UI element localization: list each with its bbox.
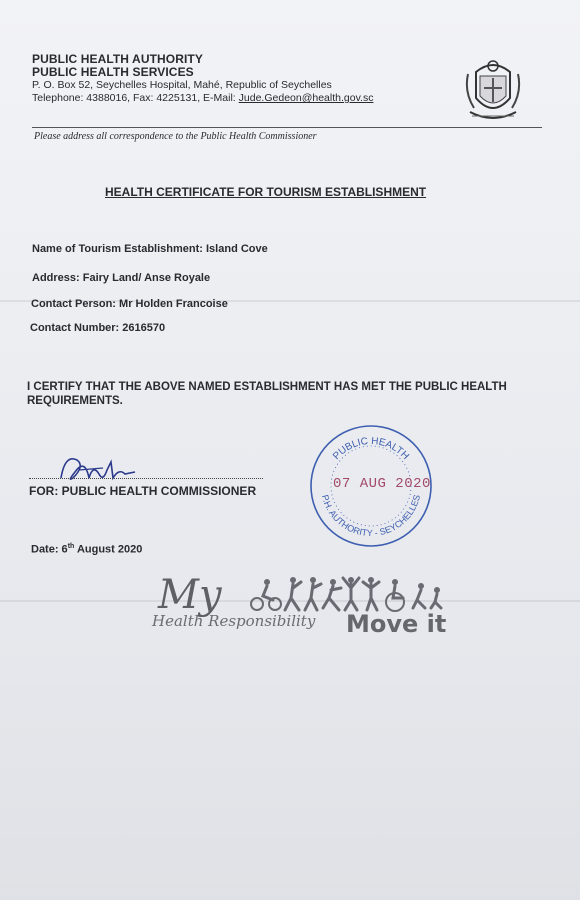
date-month-year: August 2020: [74, 543, 143, 556]
contact-numbers: Telephone: 4388016, Fax: 4225131, E-Mail:: [32, 92, 239, 104]
issue-date: [31, 543, 142, 556]
field-contact-person: [31, 298, 228, 310]
handwritten-signature: [55, 448, 145, 488]
correspondence-note: Please address all correspondence to the Public Health Commissioner: [34, 131, 317, 142]
field-value: Island Cove: [206, 243, 268, 255]
org-contact: [32, 92, 373, 105]
field-contact-number: [30, 322, 165, 334]
coat-of-arms-icon: [462, 52, 524, 126]
field-value: 2616570: [122, 322, 166, 334]
campaign-logo: [150, 572, 450, 650]
field-label: Address:: [32, 272, 80, 284]
signature-line: [29, 478, 263, 479]
active-people-icon: [245, 574, 445, 614]
stamp-top-text: PUBLIC HEALTH: [331, 435, 411, 463]
date-day: Date: 6: [31, 543, 68, 556]
date-ordinal: th: [67, 543, 75, 550]
stamp-bottom-text: P.H. AUTHORITY - SEYCHELLES: [319, 493, 423, 539]
org-address: P. O. Box 52, Seychelles Hospital, Mahé, Republic of Seychelles: [32, 79, 332, 91]
signatory-title: FOR: PUBLIC HEALTH COMMISSIONER: [29, 484, 257, 498]
stamp-date: 07 AUG 2020: [333, 476, 431, 492]
field-label: Contact Number:: [30, 322, 120, 334]
logo-my: My: [158, 572, 222, 618]
org-name: PUBLIC HEALTH AUTHORITY: [32, 52, 203, 66]
org-department: PUBLIC HEALTH SERVICES: [32, 65, 194, 79]
field-label: Contact Person:: [31, 298, 116, 310]
field-establishment-name: [32, 243, 268, 255]
certification-statement: I CERTIFY THAT THE ABOVE NAMED ESTABLISHMENT HAS MET THE PUBLIC HEALTH REQUIREMENTS.: [27, 381, 507, 407]
letterhead: [32, 53, 373, 105]
field-value: Mr Holden Francoise: [119, 298, 228, 310]
logo-tagline: Health Responsibility: [152, 612, 316, 630]
letterhead-divider: [32, 127, 542, 128]
field-label: Name of Tourism Establishment:: [32, 243, 203, 255]
field-value: Fairy Land/ Anse Royale: [82, 272, 211, 284]
logo-move-it: Move it: [346, 610, 447, 638]
field-address: [32, 272, 210, 284]
email-link[interactable]: Jude.Gedeon@health.gov.sc: [238, 92, 374, 104]
certificate-title: HEALTH CERTIFICATE FOR TOURISM ESTABLISHMENT: [105, 185, 427, 199]
